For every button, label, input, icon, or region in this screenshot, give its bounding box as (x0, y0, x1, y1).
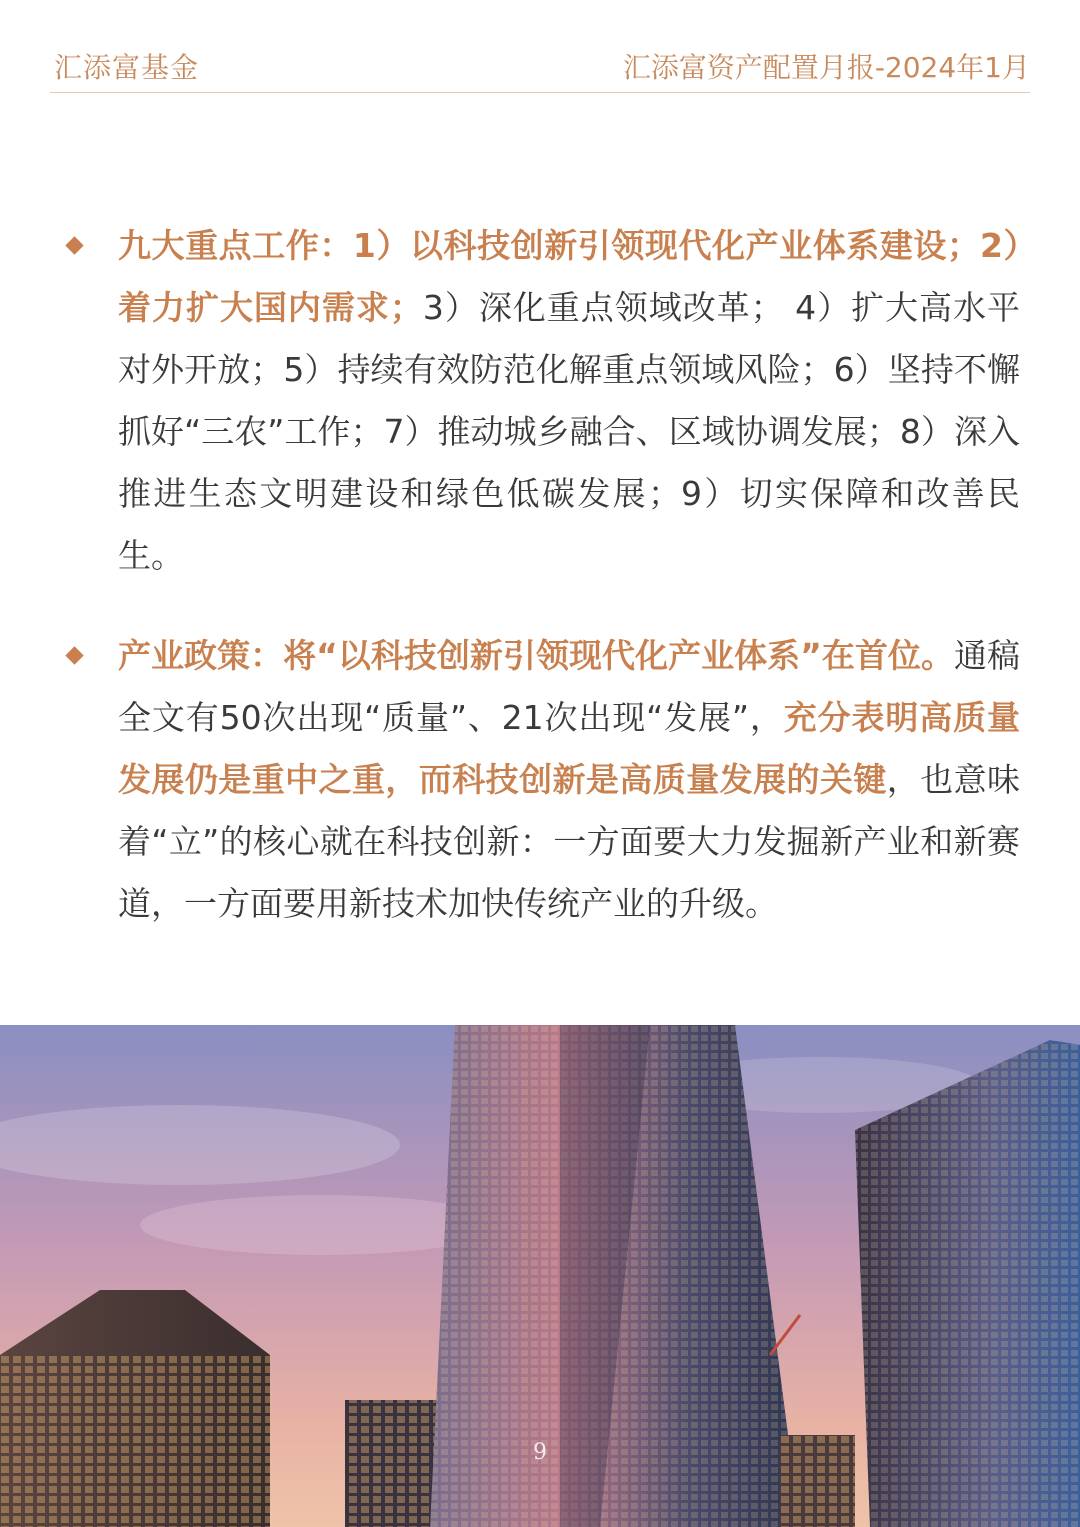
report-title: 汇添富资产配置月报-2024年1月 (622, 51, 1030, 84)
page-header (50, 40, 1030, 93)
diamond-bullet-icon (65, 646, 83, 664)
bullet-list (60, 215, 1020, 973)
diamond-bullet-icon (65, 236, 83, 254)
highlight-text: 产业政策：将“以科技创新引领现代化产业体系”在首位。 (118, 636, 954, 675)
bullet-key-tasks (60, 215, 1020, 587)
bullet-paragraph (118, 215, 1020, 587)
highlight-text: 九大重点工作：1）以科技创新引领现代化产业体系建设；2）着力扩大国内需求； (118, 226, 1020, 327)
page-number: 9 (533, 1440, 547, 1465)
bullet-paragraph (118, 625, 1020, 935)
body-text: 3）深化重点领域改革； 4）扩大高水平对外开放；5）持续有效防范化解重点领域风险；6）坚持不懈抓好“三农”工作；7）推动城乡融合、区域协调发展；8）深入推进生态文明建设和绿色低碳发展；9）切实保障和改善民生。 (118, 288, 1021, 575)
body-text: 通稿全文有50次出现“质量”、21次出现“发展”， (118, 636, 1020, 737)
body-text: ，也意味着“立”的核心就在科技创新：一方面要大力发掘新产业和新赛道，一方面要用新技术加快传统产业的升级。 (118, 760, 1021, 923)
bullet-industry-policy (60, 625, 1020, 935)
highlight-text: 充分表明高质量发展仍是重中之重，而科技创新是高质量发展的关键 (118, 698, 1020, 799)
brand-name: 汇添富基金 (54, 51, 200, 84)
